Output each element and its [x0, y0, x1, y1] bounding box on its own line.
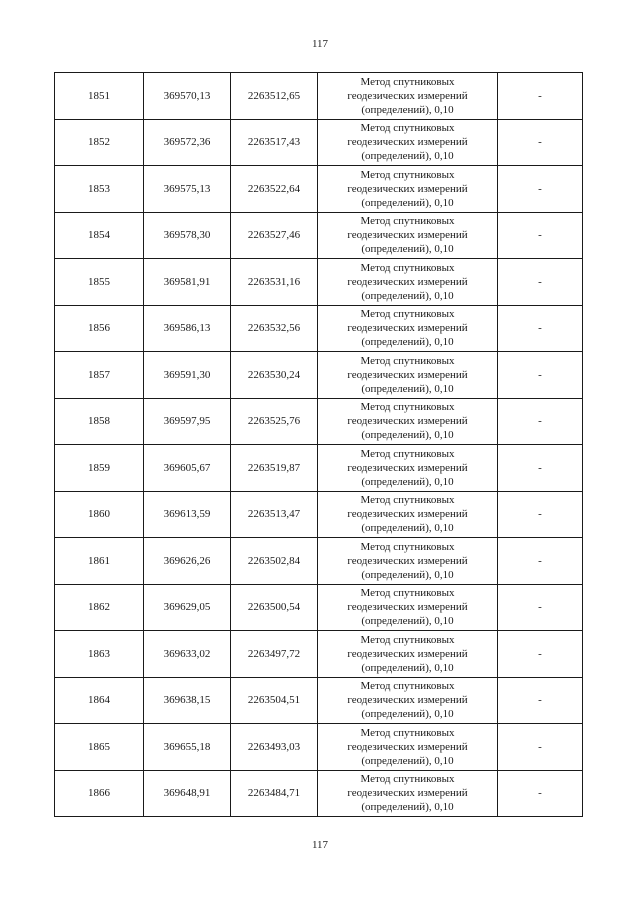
- coordinate-y-cell: 2263525,76: [231, 398, 318, 445]
- coordinate-y-cell: 2263500,54: [231, 584, 318, 631]
- coordinate-y-cell: 2263502,84: [231, 538, 318, 585]
- coordinate-y-cell: 2263522,64: [231, 166, 318, 213]
- coordinate-x-cell: 369578,30: [144, 212, 231, 259]
- method-line-1: Метод спутниковых: [360, 494, 455, 507]
- point-number-cell: 1852: [55, 119, 144, 166]
- coordinate-x-cell: 369570,13: [144, 73, 231, 120]
- coordinate-x-cell: 369648,91: [144, 770, 231, 817]
- coordinate-x-cell: 369633,02: [144, 631, 231, 678]
- note-cell: -: [498, 445, 583, 492]
- table-row: [55, 584, 583, 631]
- method-line-2: геодезических измерений: [347, 508, 468, 521]
- point-number-cell: 1856: [55, 305, 144, 352]
- method-line-3: (определений), 0,10: [361, 754, 454, 767]
- coordinate-x-cell: 369629,05: [144, 584, 231, 631]
- method-cell: [318, 584, 498, 631]
- note-cell: -: [498, 491, 583, 538]
- method-cell: [318, 445, 498, 492]
- coordinate-x-cell: 369638,15: [144, 677, 231, 724]
- coordinate-x-cell: 369626,26: [144, 538, 231, 585]
- method-line-1: Метод спутниковых: [360, 168, 455, 181]
- point-number-cell: 1865: [55, 724, 144, 771]
- method-line-1: Метод спутниковых: [360, 633, 455, 646]
- method-line-1: Метод спутниковых: [360, 540, 455, 553]
- method-cell: [318, 491, 498, 538]
- note-cell: -: [498, 770, 583, 817]
- method-line-3: (определений), 0,10: [361, 568, 454, 581]
- page-number-top: 117: [311, 38, 329, 50]
- coordinate-y-cell: 2263532,56: [231, 305, 318, 352]
- point-number-cell: 1851: [55, 73, 144, 120]
- method-line-2: геодезических измерений: [347, 554, 468, 567]
- coordinate-y-cell: 2263519,87: [231, 445, 318, 492]
- coordinate-x-cell: 369655,18: [144, 724, 231, 771]
- coordinate-y-cell: 2263512,65: [231, 73, 318, 120]
- method-line-1: Метод спутниковых: [360, 447, 455, 460]
- table-row: [55, 212, 583, 259]
- table-row: [55, 398, 583, 445]
- method-cell: [318, 538, 498, 585]
- note-cell: -: [498, 166, 583, 213]
- coordinate-x-cell: 369572,36: [144, 119, 231, 166]
- method-cell: [318, 119, 498, 166]
- method-line-2: геодезических измерений: [347, 601, 468, 614]
- table-row: [55, 259, 583, 306]
- method-line-3: (определений), 0,10: [361, 429, 454, 442]
- point-number-cell: 1853: [55, 166, 144, 213]
- note-cell: -: [498, 212, 583, 259]
- note-cell: -: [498, 352, 583, 399]
- point-number-cell: 1863: [55, 631, 144, 678]
- table-row: [55, 445, 583, 492]
- method-line-3: (определений), 0,10: [361, 289, 454, 302]
- coordinate-x-cell: 369605,67: [144, 445, 231, 492]
- method-line-2: геодезических измерений: [347, 694, 468, 707]
- note-cell: -: [498, 73, 583, 120]
- coordinate-y-cell: 2263513,47: [231, 491, 318, 538]
- point-number-cell: 1857: [55, 352, 144, 399]
- table-row: [55, 352, 583, 399]
- method-line-1: Метод спутниковых: [360, 726, 455, 739]
- method-line-3: (определений), 0,10: [361, 243, 454, 256]
- table-row: [55, 538, 583, 585]
- method-line-3: (определений), 0,10: [361, 196, 454, 209]
- table-row: [55, 305, 583, 352]
- coordinate-y-cell: 2263497,72: [231, 631, 318, 678]
- table-row: [55, 770, 583, 817]
- coordinate-x-cell: 369586,13: [144, 305, 231, 352]
- method-cell: [318, 166, 498, 213]
- method-line-1: Метод спутниковых: [360, 75, 455, 88]
- note-cell: -: [498, 631, 583, 678]
- method-line-3: (определений), 0,10: [361, 475, 454, 488]
- method-line-1: Метод спутниковых: [360, 587, 455, 600]
- note-cell: -: [498, 119, 583, 166]
- method-line-2: геодезических измерений: [347, 647, 468, 660]
- page-number-bottom: 117: [311, 839, 329, 851]
- method-line-3: (определений), 0,10: [361, 708, 454, 721]
- point-number-cell: 1862: [55, 584, 144, 631]
- method-line-2: геодезических измерений: [347, 229, 468, 242]
- coordinate-y-cell: 2263527,46: [231, 212, 318, 259]
- point-number-cell: 1855: [55, 259, 144, 306]
- method-line-1: Метод спутниковых: [360, 680, 455, 693]
- table-row: [55, 73, 583, 120]
- method-line-2: геодезических измерений: [347, 415, 468, 428]
- table-row: [55, 724, 583, 771]
- method-cell: [318, 259, 498, 306]
- point-number-cell: 1859: [55, 445, 144, 492]
- method-line-2: геодезических измерений: [347, 136, 468, 149]
- method-line-2: геодезических измерений: [347, 322, 468, 335]
- note-cell: -: [498, 538, 583, 585]
- method-line-2: геодезических измерений: [347, 89, 468, 102]
- method-line-3: (определений), 0,10: [361, 801, 454, 814]
- point-number-cell: 1866: [55, 770, 144, 817]
- coordinates-table: [54, 72, 583, 817]
- note-cell: -: [498, 259, 583, 306]
- coordinate-x-cell: 369597,95: [144, 398, 231, 445]
- note-cell: -: [498, 398, 583, 445]
- method-cell: [318, 724, 498, 771]
- note-cell: -: [498, 584, 583, 631]
- coordinate-x-cell: 369581,91: [144, 259, 231, 306]
- method-cell: [318, 305, 498, 352]
- coordinate-x-cell: 369613,59: [144, 491, 231, 538]
- method-line-1: Метод спутниковых: [360, 261, 455, 274]
- method-line-3: (определений), 0,10: [361, 615, 454, 628]
- coordinate-y-cell: 2263504,51: [231, 677, 318, 724]
- method-cell: [318, 770, 498, 817]
- method-line-3: (определений), 0,10: [361, 336, 454, 349]
- point-number-cell: 1860: [55, 491, 144, 538]
- coordinate-x-cell: 369591,30: [144, 352, 231, 399]
- note-cell: -: [498, 677, 583, 724]
- point-number-cell: 1858: [55, 398, 144, 445]
- method-line-2: геодезических измерений: [347, 461, 468, 474]
- method-line-2: геодезических измерений: [347, 275, 468, 288]
- method-cell: [318, 677, 498, 724]
- method-line-3: (определений), 0,10: [361, 522, 454, 535]
- method-cell: [318, 212, 498, 259]
- note-cell: -: [498, 305, 583, 352]
- method-line-1: Метод спутниковых: [360, 401, 455, 414]
- coordinate-y-cell: 2263517,43: [231, 119, 318, 166]
- coordinate-y-cell: 2263484,71: [231, 770, 318, 817]
- method-line-3: (определений), 0,10: [361, 661, 454, 674]
- coordinates-table-body: [55, 73, 583, 817]
- method-cell: [318, 631, 498, 678]
- method-line-2: геодезических измерений: [347, 182, 468, 195]
- point-number-cell: 1861: [55, 538, 144, 585]
- method-cell: [318, 73, 498, 120]
- table-row: [55, 491, 583, 538]
- table-row: [55, 166, 583, 213]
- method-line-3: (определений), 0,10: [361, 150, 454, 163]
- table-row: [55, 119, 583, 166]
- table-row: [55, 631, 583, 678]
- method-cell: [318, 398, 498, 445]
- method-line-1: Метод спутниковых: [360, 354, 455, 367]
- method-line-2: геодезических измерений: [347, 740, 468, 753]
- method-line-1: Метод спутниковых: [360, 773, 455, 786]
- method-line-3: (определений), 0,10: [361, 103, 454, 116]
- method-line-1: Метод спутниковых: [360, 308, 455, 321]
- method-line-3: (определений), 0,10: [361, 382, 454, 395]
- method-cell: [318, 352, 498, 399]
- method-line-1: Метод спутниковых: [360, 215, 455, 228]
- coordinate-y-cell: 2263493,03: [231, 724, 318, 771]
- coordinate-x-cell: 369575,13: [144, 166, 231, 213]
- point-number-cell: 1854: [55, 212, 144, 259]
- coordinate-y-cell: 2263530,24: [231, 352, 318, 399]
- method-line-2: геодезических измерений: [347, 368, 468, 381]
- method-line-2: геодезических измерений: [347, 787, 468, 800]
- note-cell: -: [498, 724, 583, 771]
- table-row: [55, 677, 583, 724]
- coordinate-y-cell: 2263531,16: [231, 259, 318, 306]
- method-line-1: Метод спутниковых: [360, 122, 455, 135]
- point-number-cell: 1864: [55, 677, 144, 724]
